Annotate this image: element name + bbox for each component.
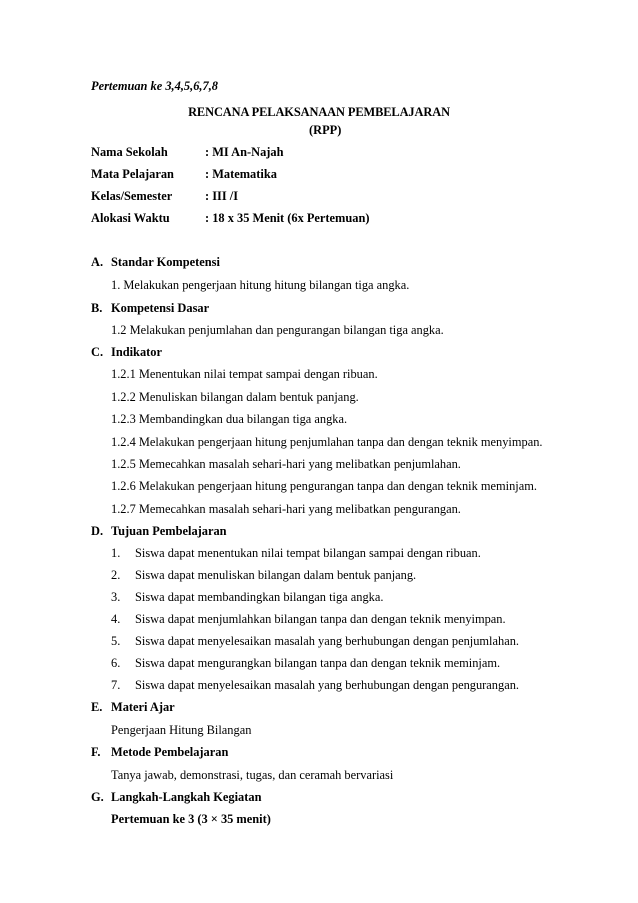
identity-label-class: Kelas/Semester xyxy=(91,189,173,203)
list-item-number: 5. xyxy=(111,634,121,648)
identity-value-class: : III /I xyxy=(205,189,239,203)
identity-value-school: : MI An-Najah xyxy=(205,145,284,159)
document-title: RENCANA PELAKSANAAN PEMBELAJARAN xyxy=(188,105,450,119)
section-letter: F. xyxy=(91,745,101,759)
list-item: 1. Melakukan pengerjaan hitung hitung bilangan tiga angka. xyxy=(111,278,410,292)
list-item: 1.2.7 Memecahkan masalah sehari-hari yang melibatkan pengurangan. xyxy=(111,502,461,516)
list-item: Tanya jawab, demonstrasi, tugas, dan ceramah bervariasi xyxy=(111,768,394,782)
list-item: Siswa dapat menyelesaikan masalah yang berhubungan dengan penjumlahan. xyxy=(135,634,519,648)
section-title: Langkah-Langkah Kegiatan xyxy=(111,790,262,804)
list-item-number: 7. xyxy=(111,678,121,692)
section-letter: C. xyxy=(91,345,104,359)
section-letter: E. xyxy=(91,700,103,714)
section-title: Kompetensi Dasar xyxy=(111,301,210,315)
document-subtitle: (RPP) xyxy=(309,123,342,137)
list-item: 1.2 Melakukan penjumlahan dan pengurangan bilangan tiga angka. xyxy=(111,323,444,337)
list-item-number: 2. xyxy=(111,568,121,582)
section-title: Standar Kompetensi xyxy=(111,255,220,269)
list-item: 1.2.4 Melakukan pengerjaan hitung penjumlahan tanpa dan dengan teknik menyimpan. xyxy=(111,435,543,449)
list-item: 1.2.6 Melakukan pengerjaan hitung pengurangan tanpa dan dengan teknik meminjam. xyxy=(111,479,537,493)
identity-value-time: : 18 x 35 Menit (6x Pertemuan) xyxy=(205,211,370,225)
identity-label-subject: Mata Pelajaran xyxy=(91,167,174,181)
list-item: 1.2.1 Menentukan nilai tempat sampai dengan ribuan. xyxy=(111,367,378,381)
section-letter: B. xyxy=(91,301,103,315)
section-title: Tujuan Pembelajaran xyxy=(111,524,227,538)
list-item: 1.2.5 Memecahkan masalah sehari-hari yang melibatkan penjumlahan. xyxy=(111,457,461,471)
list-item: Siswa dapat menyelesaikan masalah yang berhubungan dengan pengurangan. xyxy=(135,678,519,692)
list-item-number: 1. xyxy=(111,546,121,560)
section-title: Metode Pembelajaran xyxy=(111,745,229,759)
section-title: Materi Ajar xyxy=(111,700,175,714)
list-item: Siswa dapat menuliskan bilangan dalam bentuk panjang. xyxy=(135,568,417,582)
list-item: 1.2.3 Membandingkan dua bilangan tiga angka. xyxy=(111,412,348,426)
list-item: Siswa dapat menentukan nilai tempat bilangan sampai dengan ribuan. xyxy=(135,546,481,560)
identity-value-subject: : Matematika xyxy=(205,167,277,181)
list-item-number: 6. xyxy=(111,656,121,670)
list-item-number: 4. xyxy=(111,612,121,626)
list-item: Siswa dapat menjumlahkan bilangan tanpa dan dengan teknik menyimpan. xyxy=(135,612,506,626)
identity-label-time: Alokasi Waktu xyxy=(91,211,170,225)
identity-label-school: Nama Sekolah xyxy=(91,145,168,159)
list-item: Siswa dapat membandingkan bilangan tiga angka. xyxy=(135,590,384,604)
list-item: 1.2.2 Menuliskan bilangan dalam bentuk panjang. xyxy=(111,390,359,404)
section-letter: G. xyxy=(91,790,104,804)
section-letter: A. xyxy=(91,255,104,269)
list-item-number: 3. xyxy=(111,590,121,604)
section-title: Indikator xyxy=(111,345,162,359)
list-item: Pengerjaan Hitung Bilangan xyxy=(111,723,252,737)
meeting-heading: Pertemuan ke 3,4,5,6,7,8 xyxy=(91,79,218,93)
section-letter: D. xyxy=(91,524,104,538)
list-item: Siswa dapat mengurangkan bilangan tanpa dan dengan teknik meminjam. xyxy=(135,656,501,670)
meeting-subheading: Pertemuan ke 3 (3 × 35 menit) xyxy=(111,812,271,826)
